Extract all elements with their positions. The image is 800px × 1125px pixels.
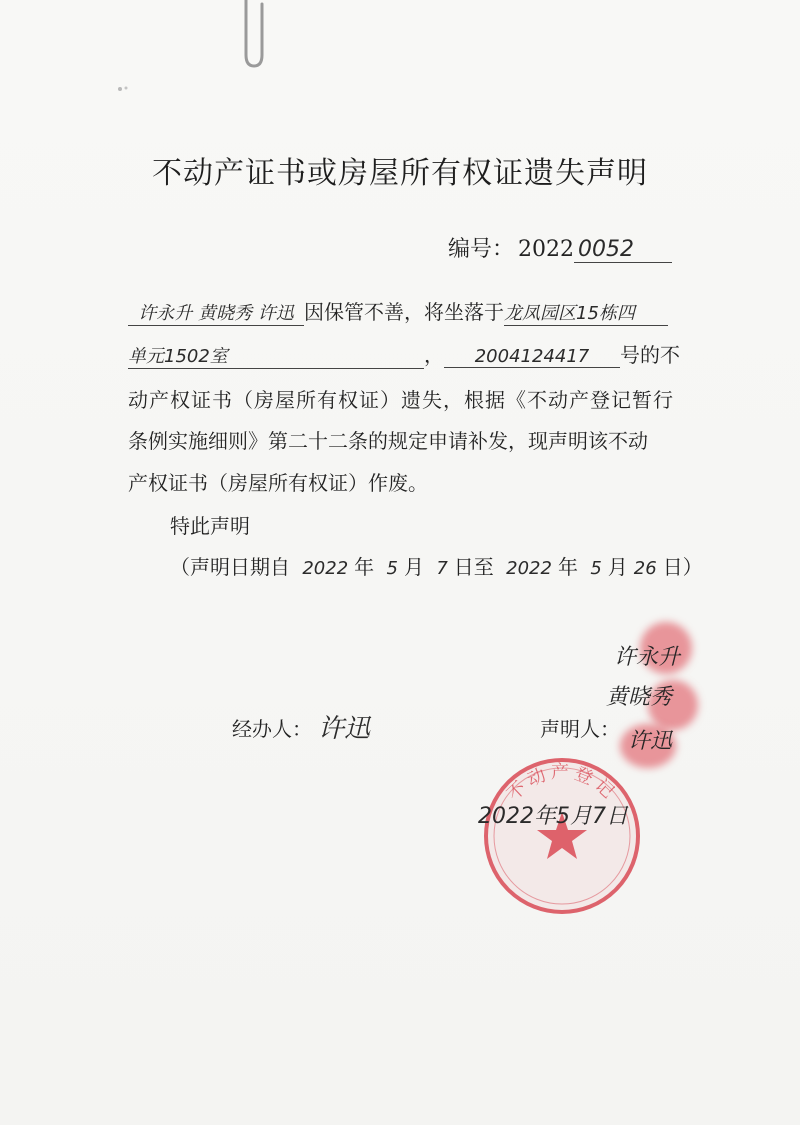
property-unit: 单元1502室 [128,342,424,369]
body-line-2 [128,339,680,369]
property-location: 龙凤园区15栋四 [504,299,668,326]
declarant-signature-3: 许迅 [628,729,673,754]
body-line-5: 产权证书（房屋所有权证）作废。 [128,471,428,495]
date-to-month: 5 [590,558,602,579]
date-to-day: 26 [633,558,657,579]
comma: ， [424,343,444,367]
number-serial: 0052 [574,237,672,263]
date-to-year: 2022 [506,558,552,579]
day-to: 日至 [453,555,494,579]
declarant-names: 许永升 黄晓秀 许迅 [128,299,304,326]
date-from-month: 5 [386,558,398,579]
declarant-label: 声明人： [540,717,620,741]
year-char: 年 [354,555,375,579]
handler-label: 经办人： [232,717,312,741]
body-line-3: 动产权证书（房屋所有权证）遗失，根据《不动产登记暂行 [128,388,674,412]
body-line-1 [128,296,668,326]
year-char-2: 年 [557,555,578,579]
scan-speck [116,84,132,94]
date-open: （声明日期自 [170,555,290,579]
document-title: 不动产证书或房屋所有权证遗失声明 [152,156,648,191]
seal-text: 不动产登记 [503,762,621,806]
handler-signature: 许迅 [318,714,371,744]
body-line-4: 条例实施细则》第二十二条的规定申请补发，现声明该不动 [128,429,648,453]
date-from-day: 7 [436,558,448,579]
date-close: 日） [662,555,703,579]
paperclip-icon [226,0,276,70]
declaration-date-range [170,551,703,580]
declarant-signature-1: 许永升 [614,645,681,670]
month-char: 月 [403,555,424,579]
body-text-2: 号的不 [620,343,680,367]
number-label: 编号： [448,237,515,262]
certificate-number: 2004124417 [444,346,620,368]
body-text-1: 因保管不善，将坐落于 [304,300,504,324]
declarant-signature-2: 黄晓秀 [606,685,673,710]
official-seal [480,754,644,918]
date-from-year: 2022 [302,558,349,579]
declarant-signatures [606,640,726,760]
signing-date: 2022年5月7日 [478,804,628,829]
month-char-2: 月 [607,555,628,579]
document-number [448,232,672,263]
special-statement: 特此声明 [170,514,250,538]
number-year: 2022 [518,237,575,262]
